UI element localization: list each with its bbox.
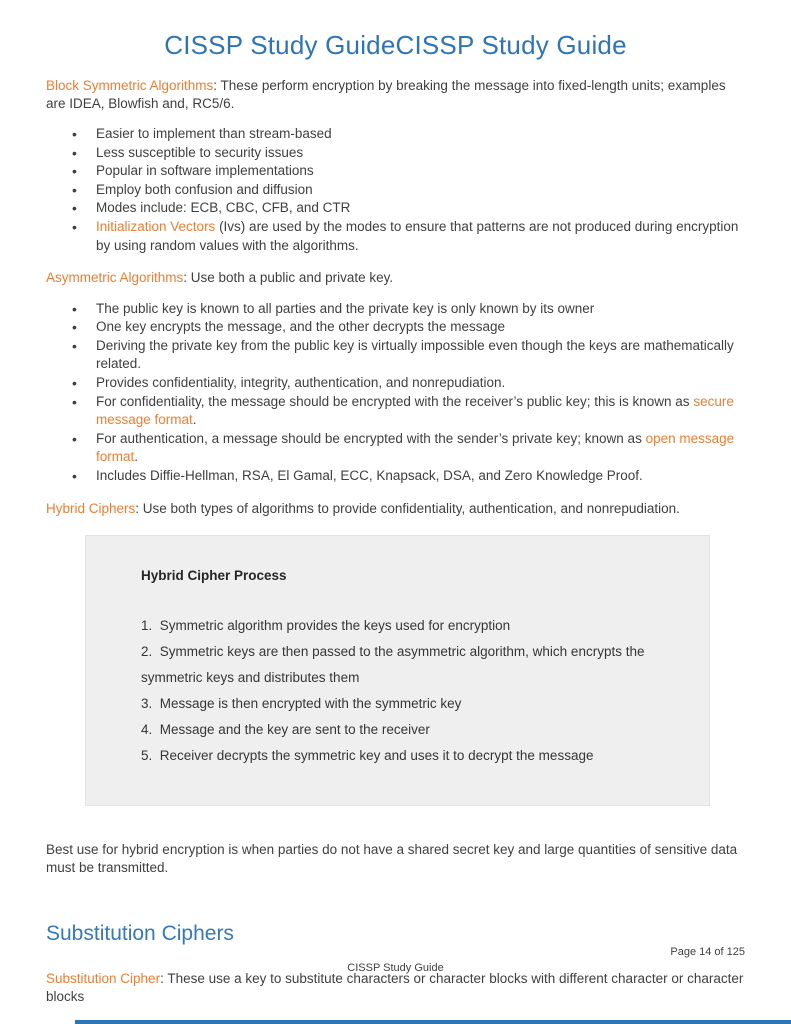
list-item [70,430,745,467]
term-initialization-vectors: Initialization Vectors [96,218,216,234]
asymmetric-bullet-list [70,300,745,486]
paragraph-best-use: Best use for hybrid encryption is when parties do not have a shared secret key and large quantities of sensitive data must be transmitted. [46,842,738,875]
list-item-text: Includes Diffie-Hellman, RSA, El Gamal, ECC, Knapsack, DSA, and Zero Knowledge Proof. [96,468,643,483]
box-title: Hybrid Cipher Process [141,568,287,584]
term-open-message-format: open message format [96,430,735,465]
list-item-text: Provides confidentiality, integrity, authentication, and nonrepudiation. [96,375,506,391]
list-item [70,318,745,337]
list-item [70,162,745,181]
paragraph-text: : These use a key to substitute characters or character blocks with different character or character blocks [46,971,744,1004]
process-step: Receiver decrypts the symmetric key and uses it to decrypt the message [159,748,594,764]
paragraph-text: : Use both types of algorithms to provide confidentiality, authentication, and nonrepudiation. [135,500,680,516]
list-item-text: Modes include: ECB, CBC, CFB, and CTR [96,200,351,216]
paragraph-text: : Use both a public and private key. [183,270,394,286]
list-item-text: . [192,412,197,428]
list-item [70,374,745,393]
list-item [70,300,745,319]
list-item-text: For authentication, a message should be encrypted with the sender’s private key; known as [96,430,646,446]
list-item-text: Deriving the private key from the public key is virtually impossible even though the keys are mathematically related. [96,337,734,372]
term-hybrid-ciphers: Hybrid Ciphers [46,500,136,516]
hybrid-process-steps [141,613,684,769]
list-item-text: Easier to implement than stream-based [96,126,332,141]
page-title: CISSP Study GuideCISSP Study Guide [164,30,627,60]
list-item-text: Less susceptible to security issues [96,144,304,160]
list-item [70,125,745,144]
paragraph-substitution-cipher [46,970,745,1005]
list-item-text: Employ both confusion and diffusion [96,181,313,197]
paragraph-hybrid-ciphers [46,500,745,518]
footer-doc-title: CISSP Study Guide [347,962,444,974]
process-step: Message is then encrypted with the symmetric key [159,696,462,712]
page-number: Page 14 of 125 [670,946,745,958]
list-item [70,144,745,163]
paragraph-asymmetric [46,269,745,287]
list-item [70,467,745,486]
paragraph-block-symmetric [46,77,745,112]
list-item-text: (Ivs) are used by the modes to ensure that patterns are not produced during encryption by using random values with the algorithms. [96,218,739,253]
process-step: Symmetric keys are then passed to the asymmetric algorithm, which encrypts the symmetric keys and distributes them [141,644,645,686]
bottom-accent-bar [75,1020,791,1024]
list-item-text: The public key is known to all parties and the private key is only known by its owner [96,300,595,316]
term-block-symmetric-algorithms: Block Symmetric Algorithms [46,78,214,93]
list-item [70,393,745,430]
list-item-text: For confidentiality, the message should be encrypted with the receiver’s public key; this is known as [96,393,694,409]
list-item-text: Popular in software implementations [96,163,314,179]
hybrid-cipher-process-box [85,535,710,806]
process-step: Symmetric algorithm provides the keys used for encryption [159,618,511,634]
section-heading-substitution-ciphers: Substitution Ciphers [46,922,234,946]
list-item [70,199,745,218]
process-step: Message and the key are sent to the receiver [159,722,430,738]
list-item-text: . [134,449,139,465]
list-item [70,218,745,255]
term-substitution-cipher: Substitution Cipher [46,971,161,987]
term-asymmetric-algorithms: Asymmetric Algorithms [46,270,184,286]
paragraph-text: : These perform encryption by breaking the message into fixed-length units; examples are IDEA, Blowfish and, RC5/6. [46,78,726,111]
list-item-text: One key encrypts the message, and the other decrypts the message [96,319,505,335]
list-item [70,181,745,200]
list-item [70,337,745,374]
term-secure-message-format: secure message format [96,393,734,428]
block-symmetric-bullet-list [70,125,745,255]
